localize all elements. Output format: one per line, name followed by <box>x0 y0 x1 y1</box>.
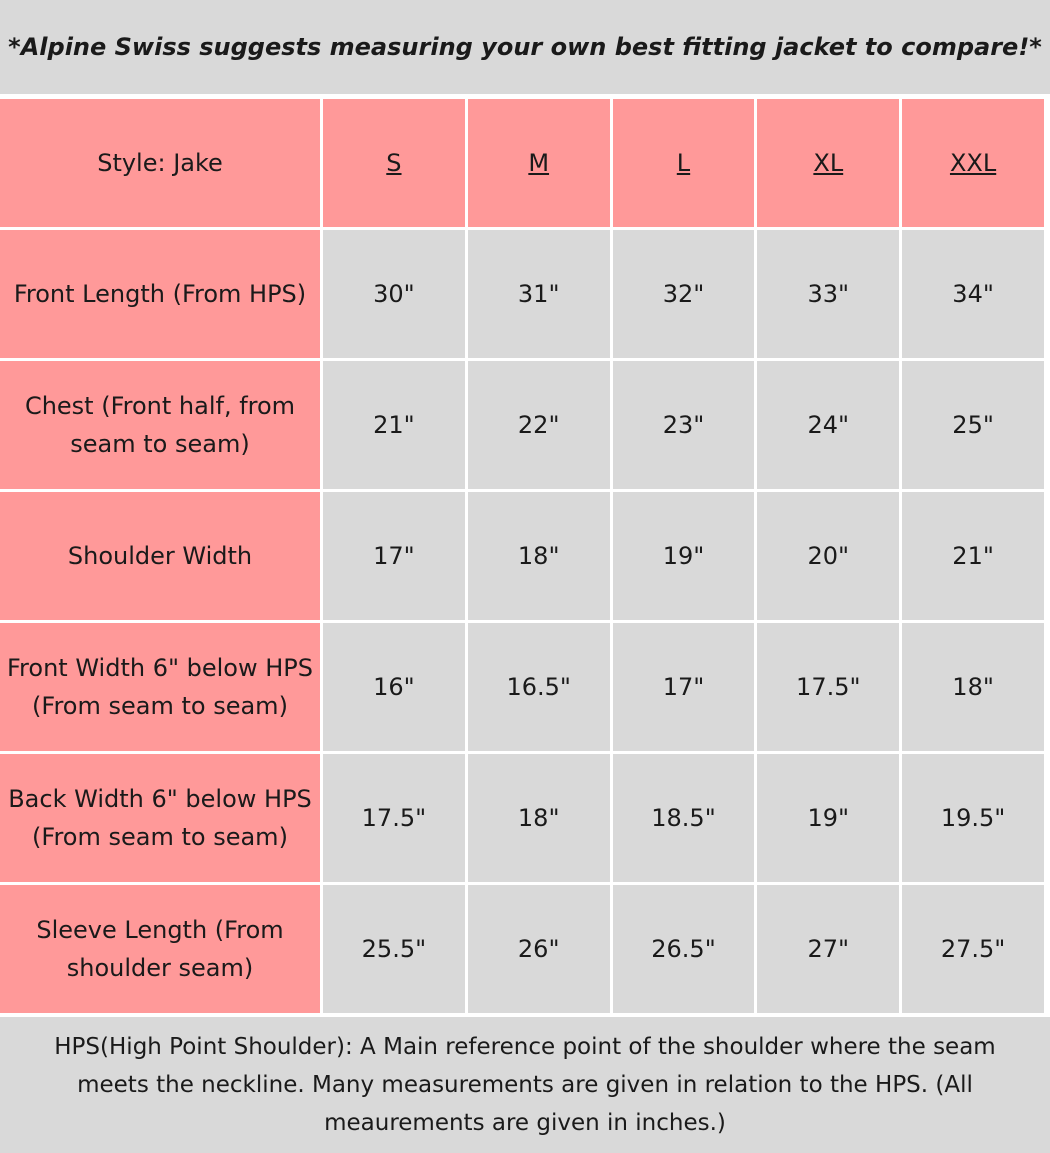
table-cell: 26" <box>468 885 610 1013</box>
table-cell: 25.5" <box>323 885 465 1013</box>
size-header-xxl: XXL <box>902 99 1044 227</box>
table-cell: 17.5" <box>323 754 465 882</box>
size-header-xl: XL <box>757 99 899 227</box>
table-cell: 16.5" <box>468 623 610 751</box>
size-chart-table <box>0 96 1047 1016</box>
row-label: Sleeve Length (From shoulder seam) <box>0 885 320 1013</box>
table-row <box>0 885 1044 1013</box>
table-row <box>0 361 1044 489</box>
table-cell: 23" <box>613 361 755 489</box>
row-label: Shoulder Width <box>0 492 320 620</box>
table-cell: 18" <box>902 623 1044 751</box>
table-header-row <box>0 99 1044 227</box>
table-cell: 17.5" <box>757 623 899 751</box>
table-row <box>0 623 1044 751</box>
table-cell: 31" <box>468 230 610 358</box>
table-cell: 21" <box>323 361 465 489</box>
table-row <box>0 754 1044 882</box>
row-label: Front Width 6" below HPS (From seam to seam) <box>0 623 320 751</box>
size-header-l: L <box>613 99 755 227</box>
table-cell: 18" <box>468 754 610 882</box>
style-label: Style: Jake <box>0 99 320 227</box>
table-cell: 27.5" <box>902 885 1044 1013</box>
table-cell: 27" <box>757 885 899 1013</box>
table-cell: 20" <box>757 492 899 620</box>
table-cell: 18.5" <box>613 754 755 882</box>
row-label: Back Width 6" below HPS (From seam to seam) <box>0 754 320 882</box>
table-cell: 19" <box>757 754 899 882</box>
table-cell: 19.5" <box>902 754 1044 882</box>
size-header-m: M <box>468 99 610 227</box>
table-cell: 16" <box>323 623 465 751</box>
table-cell: 22" <box>468 361 610 489</box>
banner-note: *Alpine Swiss suggests measuring your own best fitting jacket to compare!* <box>0 0 1050 94</box>
table-cell: 24" <box>757 361 899 489</box>
table-cell: 19" <box>613 492 755 620</box>
table-cell: 25" <box>902 361 1044 489</box>
footer-note: HPS(High Point Shoulder): A Main reference point of the shoulder where the seam meets the neckline. Many measurements are given in relation to the HPS. (All meaurements are given in inches.) <box>0 1017 1050 1153</box>
table-cell: 17" <box>323 492 465 620</box>
table-cell: 30" <box>323 230 465 358</box>
table-row <box>0 230 1044 358</box>
table-row <box>0 492 1044 620</box>
table-cell: 32" <box>613 230 755 358</box>
table-cell: 26.5" <box>613 885 755 1013</box>
table-cell: 33" <box>757 230 899 358</box>
table-cell: 18" <box>468 492 610 620</box>
row-label: Chest (Front half, from seam to seam) <box>0 361 320 489</box>
table-cell: 34" <box>902 230 1044 358</box>
table-cell: 21" <box>902 492 1044 620</box>
row-label: Front Length (From HPS) <box>0 230 320 358</box>
table-cell: 17" <box>613 623 755 751</box>
size-header-s: S <box>323 99 465 227</box>
